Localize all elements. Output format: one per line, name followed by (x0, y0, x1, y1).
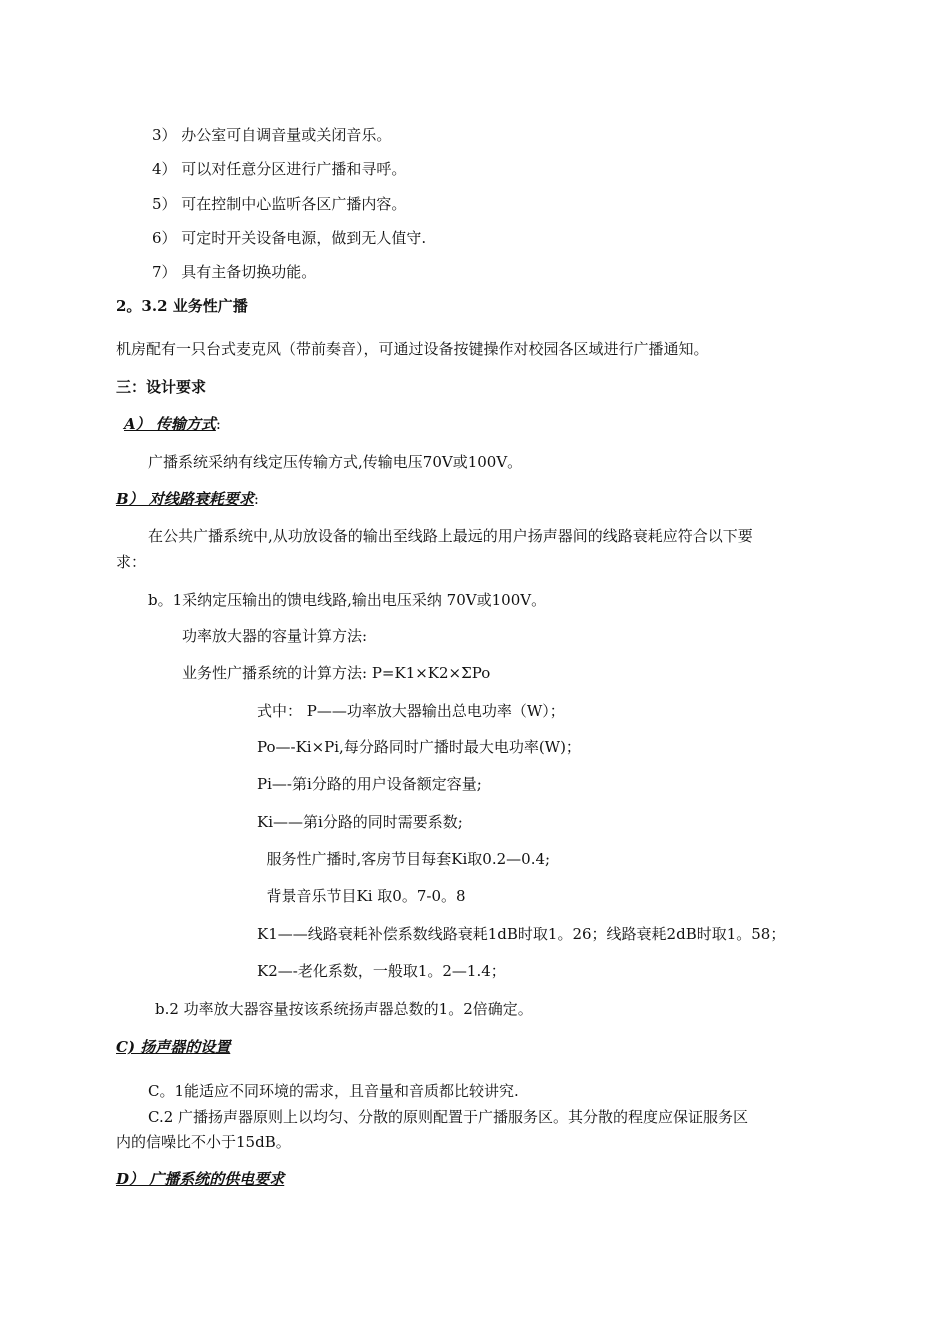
definition-line: Po—-Ki×Pi,每分路同时广播时最大电功率(W)； (257, 738, 581, 756)
clause-c2-line: C.2 广播扬声器原则上以均匀、分散的原则配置于广播服务区。其分散的程度应保证服务区 (148, 1108, 749, 1126)
list-item: 7） 具有主备切换功能。 (152, 263, 317, 281)
definition-line: Pi—-第i分路的用户设备额定容量; (257, 775, 482, 793)
subheading-a-colon: : (215, 415, 221, 433)
subheading-a (124, 414, 221, 434)
subheading-b (116, 489, 259, 509)
clause-b1: b。1采纳定压输出的馈电线路,输出电压采纳 70V或100V。 (148, 591, 547, 609)
definition-line: 式中： P——功率放大器输出总电功率（W）； (257, 702, 565, 720)
clause-c2-line: 内的信噪比不小于15dB。 (116, 1133, 291, 1151)
subheading-c (116, 1037, 230, 1057)
subheading-d-title: D） 广播系统的供电要求 (116, 1170, 285, 1188)
section-heading-design-requirements: 三：设计要求 (116, 378, 207, 396)
paragraph: 广播系统采纳有线定压传输方式,传输电压70V或100V。 (148, 453, 523, 471)
list-item: 5） 可在控制中心监听各区广播内容。 (152, 195, 407, 213)
subheading-d (116, 1169, 284, 1189)
subheading-c-title: C) 扬声器的设置 (116, 1038, 231, 1056)
definition-line: 服务性广播时,客房节目每套Ki取0.2—0.4; (257, 850, 551, 868)
calc-formula: 业务性广播系统的计算方法: P=K1×K2×ΣPo (182, 664, 491, 682)
list-item: 4） 可以对任意分区进行广播和寻呼。 (152, 160, 407, 178)
subheading-b-colon: : (253, 490, 259, 508)
definition-line: 背景音乐节目Ki 取0。7-0。8 (257, 887, 466, 905)
paragraph-line: 在公共广播系统中,从功放设备的输出至线路上最远的用户扬声器间的线路衰耗应符合以下要 (148, 527, 753, 545)
definition-line: K2—-老化系数，一般取1。2—1.4； (257, 962, 506, 980)
paragraph: 机房配有一只台式麦克风（带前奏音），可通过设备按键操作对校园各区域进行广播通知。 (116, 340, 709, 358)
definition-line: K1——线路衰耗补偿系数线路衰耗1dB时取1。26；线路衰耗2dB时取1。58； (257, 925, 786, 943)
subheading-a-title: A） 传输方式 (124, 415, 216, 433)
list-item: 3） 办公室可自调音量或关闭音乐。 (152, 126, 392, 144)
list-item: 6） 可定时开关设备电源，做到无人值守. (152, 229, 427, 247)
section-heading-2-3-2: 2。3.2 业务性广播 (116, 297, 248, 315)
clause-c1: C。1能适应不同环境的需求，且音量和音质都比较讲究. (148, 1082, 519, 1100)
clause-b2: b.2 功率放大器容量按该系统扬声器总数的1。2倍确定。 (155, 1000, 533, 1018)
calc-title: 功率放大器的容量计算方法: (182, 627, 368, 645)
paragraph-line: 求： (116, 553, 147, 571)
subheading-b-title: B） 对线路衰耗要求 (116, 490, 254, 508)
definition-line: Ki——第i分路的同时需要系数; (257, 813, 463, 831)
